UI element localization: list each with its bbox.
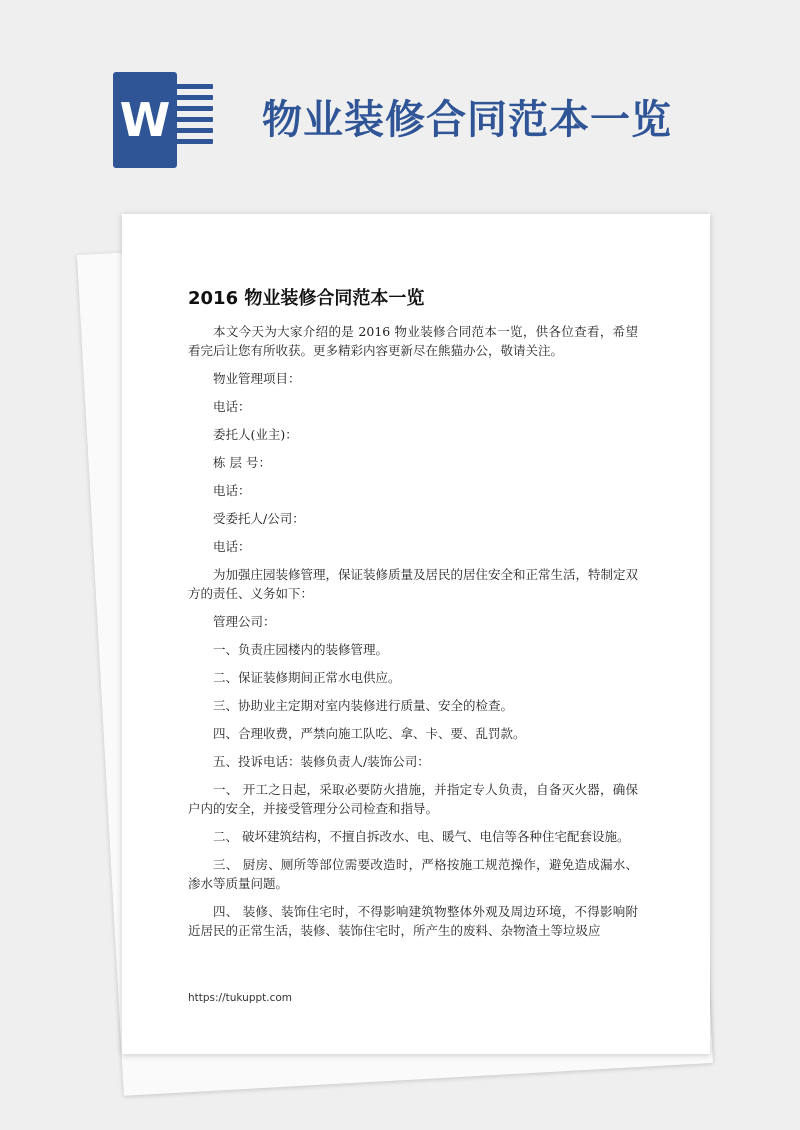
paragraph: 一、 开工之日起，采取必要防火措施，并指定专人负责，自备灭火器，确保户内的安全，并接受管理分公司检查和指导。 (188, 782, 638, 816)
paragraph: 电话： (213, 483, 251, 498)
word-logo-letter: W (113, 72, 177, 168)
paragraph: 五、投诉电话：装修负责人/装饰公司： (213, 754, 430, 769)
paragraph: 物业管理项目： (213, 371, 301, 386)
paragraph: 三、 厨房、厕所等部位需要改造时，严格按施工规范操作，避免造成漏水、渗水等质量问题。 (188, 857, 638, 891)
document-page (122, 214, 710, 1054)
paragraph: 为加强庄园装修管理，保证装修质量及居民的居住安全和正常生活，特制定双方的责任、义务如下： (188, 567, 639, 601)
paragraph: 二、保证装修期间正常水电供应。 (213, 670, 401, 685)
paragraph: 本文今天为大家介绍的是 2016 物业装修合同范本一览，供各位查看，希望看完后让您有所收获。更多精彩内容更新尽在熊猫办公，敬请关注。 (188, 324, 638, 358)
paragraph: 三、协助业主定期对室内装修进行质量、安全的检查。 (213, 698, 514, 713)
paragraph: 一、负责庄园楼内的装修管理。 (213, 642, 389, 657)
page-title: 物业装修合同范本一览 (262, 97, 672, 143)
paragraph: 四、合理收费，严禁向施工队吃、拿、卡、要、乱罚款。 (213, 726, 526, 741)
paragraph: 管理公司： (213, 614, 276, 629)
paragraph: 电话： (213, 399, 251, 414)
paragraph: 委托人(业主)： (213, 427, 298, 442)
paragraph: 栋 层 号： (213, 455, 271, 470)
word-logo-lines (171, 84, 213, 156)
paragraph: 二、 破坏建筑结构，不擅自拆改水、电、暖气、电信等各种住宅配套设施。 (213, 829, 630, 844)
footer-url: https://tukuppt.com (188, 992, 293, 1004)
document-body (188, 322, 638, 949)
paragraph: 受委托人/公司： (213, 511, 305, 526)
paragraph: 四、 装修、装饰住宅时，不得影响建筑物整体外观及周边环境，不得影响附近居民的正常生活，装修、装饰住宅时，所产生的废料、杂物渣土等垃圾应 (188, 904, 638, 938)
page-header (0, 0, 800, 210)
paragraph: 电话： (213, 539, 251, 554)
word-document-icon (113, 72, 213, 168)
document-title: 2016 物业装修合同范本一览 (188, 288, 425, 309)
